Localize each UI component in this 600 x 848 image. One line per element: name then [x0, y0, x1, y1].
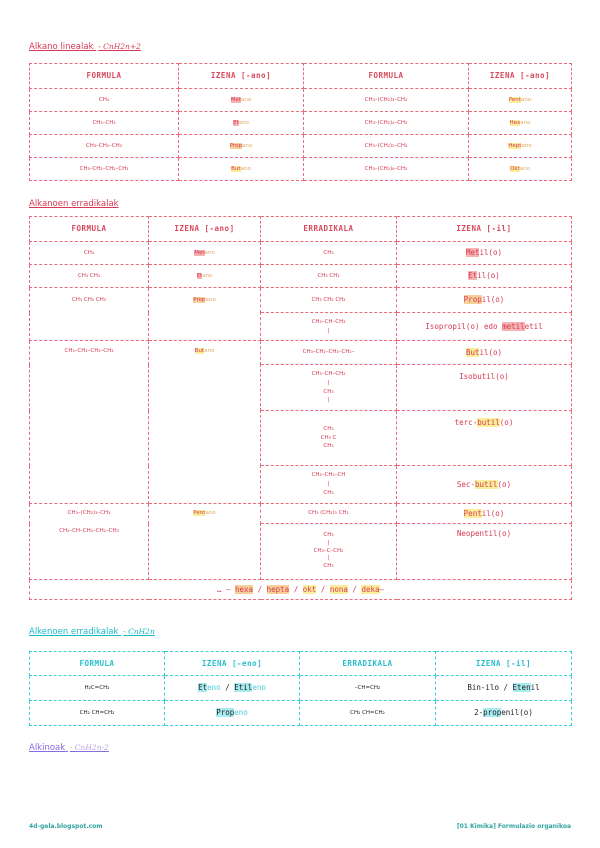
- name-cell: [179, 112, 304, 135]
- radical-cell: CH₃ CH₂: [261, 265, 397, 288]
- table-row: [30, 89, 572, 112]
- header-name: IZENA [-ano]: [179, 64, 304, 89]
- name-cell: [149, 242, 261, 265]
- name-root: Prop: [193, 297, 206, 303]
- name-root: Prop: [216, 708, 235, 718]
- name-cell: [149, 288, 261, 341]
- structure-line: CH₃: [323, 531, 334, 538]
- section-title-alkynes: [29, 743, 109, 753]
- name-root: metil: [502, 321, 525, 331]
- structure-line: |: [327, 397, 330, 404]
- name-cell: [469, 89, 572, 112]
- name-root: Okt: [510, 165, 520, 172]
- name-root: Et: [196, 272, 203, 279]
- name-suffix: il(o): [479, 248, 503, 258]
- radical-name-cell: [436, 701, 572, 726]
- formula-cell: CH₃–(CH₂)₄–CH₃: [304, 112, 469, 135]
- radical-cell: CH₃–CH₂–CH₂–CH₂–: [261, 341, 397, 365]
- table-row: [30, 112, 572, 135]
- name-suffix: ano: [241, 96, 252, 103]
- header-radical: ERRADIKALA: [261, 217, 397, 242]
- structure-line: CH₃–CH–CH₂–CH₂–CH₃: [59, 527, 119, 534]
- table-row: [30, 135, 572, 158]
- formula-cell: CH₃ CH₃: [30, 265, 149, 288]
- header-formula: FORMULA: [30, 64, 179, 89]
- structure-line: CH₃: [323, 563, 334, 570]
- formula-cell: H₂C=CH₂: [30, 676, 165, 701]
- prefix-nona: nona: [329, 584, 348, 594]
- name-cell: [469, 135, 572, 158]
- section-title-text: Alkinoak: [29, 743, 66, 753]
- header-radical: ERRADIKALA: [300, 652, 436, 676]
- name-root: Pent: [193, 510, 206, 516]
- name-root: But: [231, 165, 241, 172]
- table-row: [30, 580, 572, 600]
- name-suffix: etil: [524, 321, 543, 331]
- structure-line: CH₃: [323, 425, 334, 432]
- name-suffix: eno: [252, 683, 266, 693]
- structure-line: |: [327, 555, 330, 562]
- formula-cell: CH₄: [30, 89, 179, 112]
- radical-cell: [261, 524, 397, 580]
- radical-cell: –CH=CH₂: [300, 676, 436, 701]
- prefix-deka: deka: [361, 584, 380, 594]
- structure-line: CH₃–(CH₂)₃–CH₃: [67, 510, 111, 516]
- table-row: [30, 265, 572, 288]
- name-root: But: [194, 348, 205, 354]
- structure-line: CH₃–CH–CH₂: [311, 370, 346, 377]
- formula-cell: CH₃–CH₂–CH₃: [30, 135, 179, 158]
- name-prefix: Sec-: [456, 479, 475, 489]
- section-title-text: Alkenoen erradikalak: [29, 627, 119, 637]
- name-separator: /: [220, 683, 235, 693]
- header-formula: FORMULA: [304, 64, 469, 89]
- name-prefix: 2-: [474, 708, 484, 718]
- name-suffix: ano: [519, 165, 530, 172]
- formula-cell: CH₃–CH₃: [30, 112, 179, 135]
- name-suffix: ano: [238, 119, 249, 126]
- structure-line: CH₃–CH₂–CH: [311, 472, 346, 479]
- radical-name-cell: [397, 242, 572, 265]
- name-cell: [165, 676, 300, 701]
- structure-line: CH₃–CH–CH₃: [311, 318, 346, 325]
- formula-cell: CH₃–CH₂–CH₂–CH₃: [30, 158, 179, 181]
- section-title-text: Alkano linealak: [29, 42, 94, 52]
- structure-line: CH₃: [323, 388, 334, 395]
- general-formula: - CnH2n: [123, 627, 155, 636]
- header-name: IZENA [-eno]: [165, 652, 300, 676]
- radical-name-cell: [397, 411, 572, 466]
- header-name: IZENA [-ano]: [149, 217, 261, 242]
- radical-cell: CH₃: [261, 242, 397, 265]
- radical-cell: CH₂ CH=CH₂: [300, 701, 436, 726]
- name-root: Eten: [512, 683, 531, 693]
- formula-cell: [30, 504, 149, 580]
- header-radical-name: IZENA [-il]: [436, 652, 572, 676]
- name-cell: [469, 158, 572, 181]
- note-separator: /: [347, 584, 362, 594]
- name-root: Hept: [508, 142, 522, 149]
- structure-line: CH₃ C: [320, 434, 337, 441]
- name-root: Met: [230, 96, 242, 103]
- name-suffix: il(o): [481, 508, 505, 518]
- radical-cell: CH₃ (CH₂)₃ CH₂: [261, 504, 397, 524]
- prefix-hexa: hexa: [235, 584, 254, 594]
- structure-line: CH₃: [323, 443, 334, 450]
- formula-cell: CH₃–CH₂–CH₂–CH₃: [30, 341, 149, 504]
- radical-name-cell: Neopentil(o): [397, 524, 572, 580]
- alkene-radicals-table: [29, 651, 572, 726]
- name-prefix: terc-: [454, 418, 478, 427]
- name-root: Hex: [509, 119, 521, 126]
- name-root: Etil: [234, 683, 253, 693]
- name-suffix: ano: [205, 297, 216, 303]
- name-root: butil: [477, 418, 500, 427]
- linear-alkanes-table: [29, 63, 572, 181]
- name-root: Pent: [508, 96, 521, 103]
- name-root: Et: [198, 683, 208, 693]
- alkane-radicals-table: [29, 216, 572, 600]
- header-radical-name: IZENA [-il]: [397, 217, 572, 242]
- structure-line: |: [327, 539, 330, 546]
- formula-cell: CH₃ CH₂ CH₃: [30, 288, 149, 341]
- radical-cell: [261, 411, 397, 466]
- name-suffix: ano: [520, 96, 532, 103]
- name-suffix: ano: [202, 272, 213, 279]
- name-root: Prop: [463, 295, 482, 305]
- name-root: Et: [468, 271, 478, 281]
- radical-cell: [261, 466, 397, 504]
- structure-line: |: [327, 481, 330, 488]
- header-name: IZENA [-ano]: [469, 64, 572, 89]
- structure-line: CH₃–C–CH₂: [313, 547, 344, 554]
- table-row: [30, 158, 572, 181]
- name-suffix: (o): [499, 418, 514, 427]
- radical-cell: [261, 365, 397, 411]
- name-cell: [149, 504, 261, 580]
- name-root: Prop: [229, 142, 242, 149]
- name-suffix: il(o): [477, 271, 500, 281]
- general-formula: - CnH2n+2: [98, 42, 141, 51]
- name-cell: [165, 701, 300, 726]
- radical-name-cell: [397, 265, 572, 288]
- footer-document-title: [01 Kimika] Formulazio organikoa: [456, 823, 571, 830]
- radical-name-cell: [397, 504, 572, 524]
- name-cell: [179, 135, 304, 158]
- header-formula: FORMULA: [30, 652, 165, 676]
- formula-cell: CH₃–(CH₂)₃–CH₃: [304, 89, 469, 112]
- radical-name-cell: [397, 313, 572, 341]
- radical-name-cell: [436, 676, 572, 701]
- table-row: [30, 701, 572, 726]
- table-row: [30, 504, 572, 524]
- radical-name-cell: [397, 288, 572, 313]
- table-row: [30, 288, 572, 313]
- name-suffix: eno: [234, 708, 248, 718]
- name-cell: [179, 158, 304, 181]
- section-title-alkene-radicals: [29, 627, 155, 637]
- radical-cell: [261, 313, 397, 341]
- name-suffix: (o): [497, 479, 512, 489]
- radical-name-cell: Isobutil(o): [397, 365, 572, 411]
- note-separator: /: [289, 584, 303, 594]
- name-suffix: il: [530, 683, 540, 693]
- prefix-hepta: hepta: [266, 584, 290, 594]
- radical-name-cell: [397, 466, 572, 504]
- formula-cell: CH₄: [30, 242, 149, 265]
- name-cell: [179, 89, 304, 112]
- name-suffix: il(o): [481, 295, 505, 305]
- name-root: But: [465, 347, 480, 357]
- header-formula: FORMULA: [30, 217, 149, 242]
- table-row: [30, 676, 572, 701]
- structure-line: |: [327, 327, 330, 334]
- note-text: –: [379, 584, 385, 594]
- prefix-okt: okt: [302, 584, 317, 594]
- name-suffix: ano: [521, 142, 532, 149]
- note-separator: /: [316, 584, 330, 594]
- note-separator: /: [253, 584, 267, 594]
- name-root: Et: [233, 119, 239, 126]
- name-suffix: ano: [241, 142, 253, 149]
- name-prefix: Isopropil(o) edo: [425, 321, 503, 331]
- name-cell: [469, 112, 572, 135]
- radical-name-cell: [397, 341, 572, 365]
- higher-alkanes-note: [30, 580, 572, 600]
- formula-cell: CH₃–(CH₂)₅–CH₃: [304, 135, 469, 158]
- name-root: butil: [474, 479, 498, 489]
- name-suffix: enil(o): [501, 708, 533, 718]
- table-row: [30, 242, 572, 265]
- name-suffix: ano: [204, 348, 215, 354]
- name-suffix: eno: [207, 683, 221, 693]
- section-title-alkane-radicals: [29, 199, 119, 209]
- radical-cell: CH₃ CH₂ CH₂: [261, 288, 397, 313]
- name-suffix: ano: [240, 165, 251, 172]
- name-suffix: ano: [205, 510, 216, 516]
- name-cell: [149, 265, 261, 288]
- structure-line: CH₃: [323, 489, 334, 496]
- name-root: Met: [194, 249, 205, 256]
- formula-cell: CH₂ CH=CH₂: [30, 701, 165, 726]
- general-formula: - CnH2n-2: [69, 743, 109, 752]
- name-suffix: il(o): [479, 347, 503, 357]
- formula-cell: CH₃–(CH₂)₆–CH₃: [304, 158, 469, 181]
- note-text: … –: [216, 584, 236, 594]
- section-title-linear-alkanes: [29, 42, 141, 52]
- table-row: [30, 341, 572, 365]
- name-root: prop: [483, 708, 502, 718]
- name-root: Pent: [463, 508, 482, 518]
- footer-blog-url: 4d-gela.blogspot.com: [29, 823, 103, 830]
- name-root: Met: [465, 248, 480, 258]
- name-prefix: Bin-ilo /: [467, 683, 513, 693]
- section-title-text: Alkanoen erradikalak: [29, 199, 119, 209]
- name-cell: [149, 341, 261, 504]
- name-suffix: ano: [520, 119, 531, 126]
- name-suffix: ano: [204, 249, 215, 256]
- structure-line: |: [327, 379, 330, 386]
